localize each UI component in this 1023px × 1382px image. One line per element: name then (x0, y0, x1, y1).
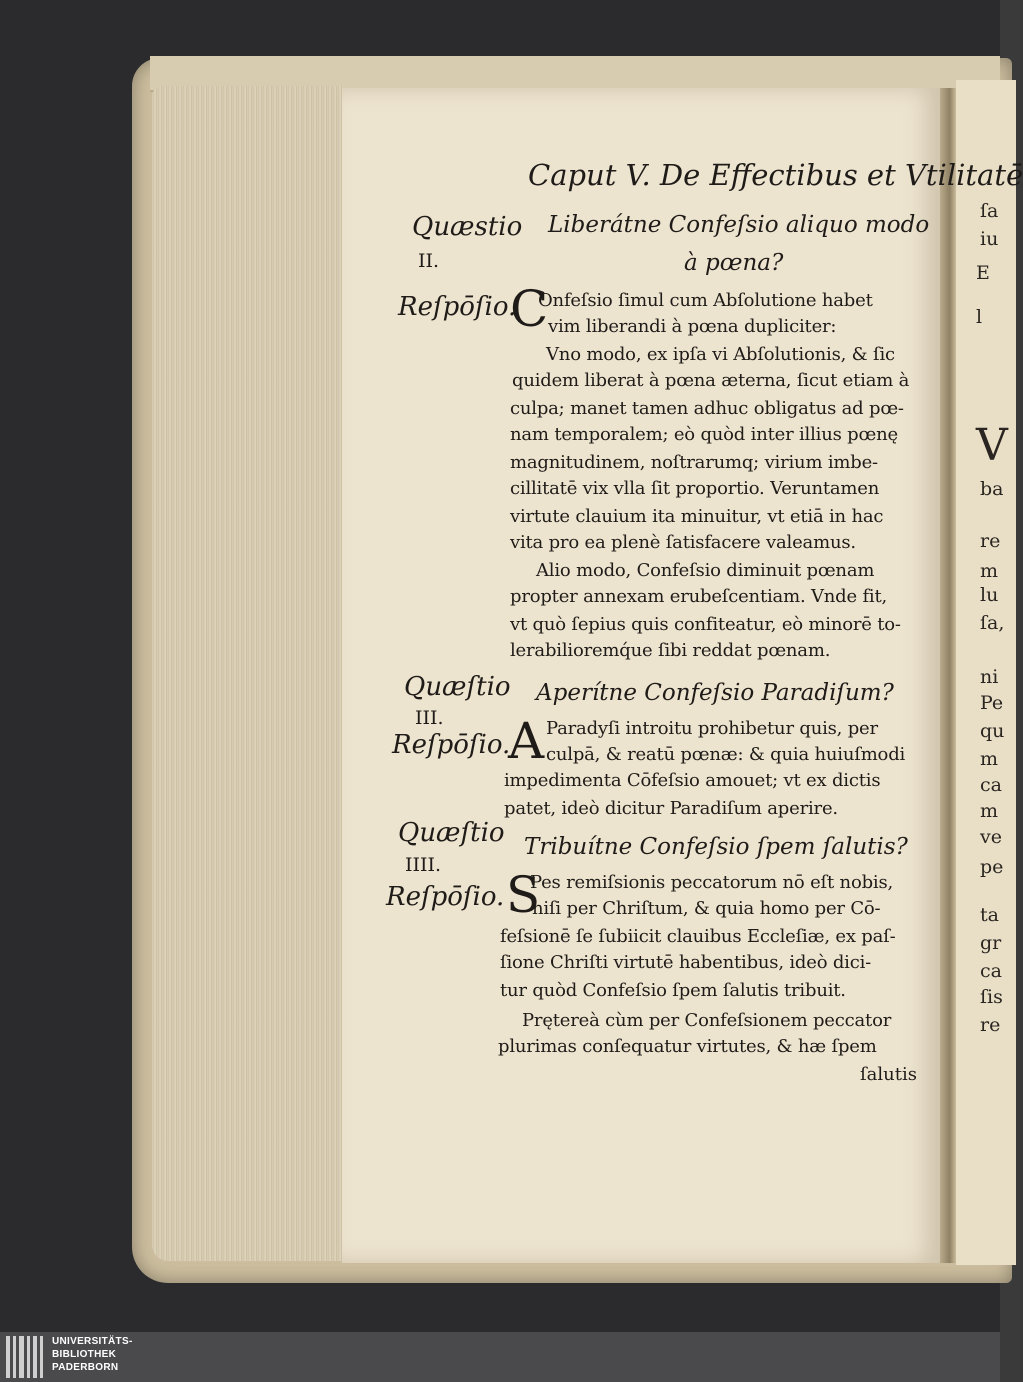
right-page-text-fragment: re (980, 1014, 1001, 1036)
body-text-line: patet, ideò dicitur Paradiſum aperire. (504, 798, 838, 819)
right-page-text-fragment: m (980, 800, 999, 822)
body-text-line: vim liberandi à pœna dupliciter: (548, 316, 837, 337)
body-text-line: niſi per Chriſtum, & quia homo per Cō- (532, 898, 881, 919)
body-text-line: vt quò ſepius quis confiteatur, eò minorē to- (510, 614, 901, 635)
right-page-text-fragment: gr (980, 932, 1002, 954)
right-page-text-fragment: m (980, 560, 999, 582)
right-page-text-fragment: ni (980, 666, 999, 688)
right-page-text-fragment: l (976, 306, 983, 328)
body-text-line: feſsionē ſe ſubiicit clauibus Eccleſiæ, ex paſ- (500, 926, 896, 947)
question-number-4: IIII. (405, 854, 442, 876)
question-number-2: II. (418, 250, 440, 272)
right-page-fragment (956, 80, 1016, 1265)
right-page-text-fragment: re (980, 530, 1001, 552)
right-page-text-fragment: lu (980, 584, 999, 606)
right-page-text-fragment: iu (980, 228, 999, 250)
book-gutter (940, 88, 956, 1263)
body-text-line: propter annexam erubeſcentiam. Vnde fit, (510, 586, 888, 607)
body-text-line: nam temporalem; eò quòd inter illius pœnę (510, 424, 898, 445)
body-text-line: lerabilioremq́ue ſibi reddat pœnam. (510, 640, 831, 661)
question-label-3: Quæſtio (404, 672, 511, 702)
library-name-line-2: BIBLIOTHEK (52, 1349, 117, 1360)
right-page-text-fragment: Pe (980, 692, 1004, 714)
right-page-text-fragment: E (976, 262, 990, 284)
body-text-line: quidem liberat à pœna æterna, ſicut etiam à (512, 370, 910, 391)
question-label-4: Quæſtio (398, 818, 505, 848)
footer-bar (0, 1332, 1000, 1382)
answer-label-4: Reſpōſio. (386, 882, 505, 912)
body-text-line: vita pro ea plenè ſatisfacere valeamus. (510, 532, 856, 553)
right-page-text-fragment: m (980, 748, 999, 770)
catchword: ſalutis (860, 1064, 917, 1085)
body-text-line: magnitudinem, noſtrarumq; virium imbe- (510, 452, 878, 473)
body-text-line: impedimenta Cōfeſsio amouet; vt ex dictis (504, 770, 881, 791)
right-page-text-fragment: ſis (980, 986, 1003, 1008)
body-text-line: culpā, & reatū pœnæ: & quia huiuſmodi (546, 744, 906, 765)
body-text-line: ſione Chriſti virtutē habentibus, ideò dici- (500, 952, 872, 973)
question-3-line-1: Aperítne Confeſsio Paradiſum? (536, 680, 894, 706)
right-page-text-fragment: ta (980, 904, 999, 926)
right-page-text-fragment: qu (980, 720, 1005, 742)
body-text-line: Prętereà cùm per Confeſsionem peccator (522, 1010, 892, 1031)
right-page-text-fragment: V (976, 420, 1008, 471)
drop-initial-s: S (506, 866, 541, 924)
body-text-line: tur quòd Confeſsio ſpem ſalutis tribuit. (500, 980, 846, 1001)
drop-initial-a: A (508, 712, 545, 770)
body-text-line: Vno modo, ex ipſa vi Abſolutionis, & ſic (546, 344, 895, 365)
right-page-text-fragment: pe (980, 856, 1004, 878)
answer-label-2: Reſpōſio. (398, 292, 517, 322)
question-2-line-2: à pœna? (684, 250, 784, 276)
body-text-line: Onfeſsio ſimul cum Abſolutione habet (538, 290, 873, 311)
library-logo-icon (6, 1336, 46, 1378)
body-text-line: virtute clauium ita minuitur, vt etiā in hac (510, 506, 884, 527)
body-text-line: culpa; manet tamen adhuc obligatus ad pœ- (510, 398, 904, 419)
body-text-line: cillitatē vix vlla ſit proportio. Veruntamen (510, 478, 880, 499)
question-label-2: Quæstio (412, 212, 523, 242)
drop-initial-c: C (510, 280, 549, 338)
body-text-line: Pes remiſsionis peccatorum nō eſt nobis, (530, 872, 894, 893)
body-text-line: Paradyſi introitu prohibetur quis, per (546, 718, 878, 739)
body-text-line: Alio modo, Confeſsio diminuit pœnam (536, 560, 875, 581)
question-2-line-1: Liberátne Confeſsio aliquo modo (548, 212, 930, 238)
right-page-text-fragment: ba (980, 478, 1004, 500)
running-head: Caput V. De Effectibus et Vtilitatē (528, 158, 1023, 192)
right-page-text-fragment: ve (980, 826, 1002, 848)
right-page-text-fragment: ſa, (980, 612, 1005, 634)
question-number-3: III. (415, 707, 444, 729)
question-4-line-1: Tribuítne Confeſsio ſpem ſalutis? (524, 834, 908, 860)
body-text-line: plurimas conſequatur virtutes, & hæ ſpem (498, 1036, 877, 1057)
page-edges (152, 86, 342, 1261)
right-page-text-fragment: ca (980, 960, 1002, 982)
library-name-line-3: PADERBORN (52, 1362, 119, 1373)
library-name-line-1: UNIVERSITÄTS- (52, 1336, 133, 1347)
right-page-text-fragment: ca (980, 774, 1002, 796)
answer-label-3: Reſpōſio. (392, 730, 511, 760)
right-page-text-fragment: ſa (980, 200, 999, 222)
